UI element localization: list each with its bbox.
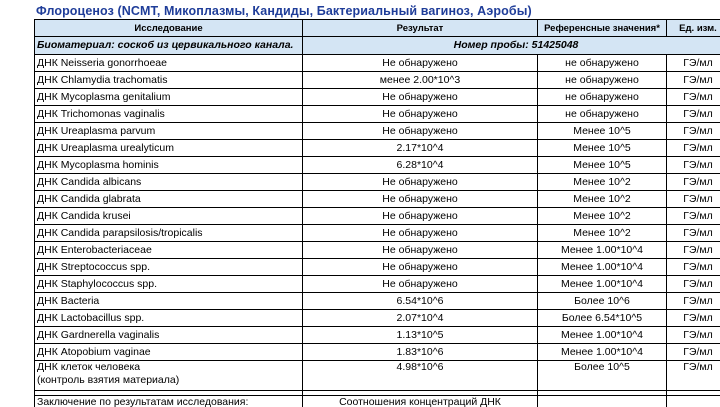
header-reference: Референсные значения* <box>538 20 667 37</box>
cell-result: менее 2.00*10^3 <box>303 72 538 89</box>
cell-test <box>35 361 303 391</box>
cell-result: Не обнаружено <box>303 208 538 225</box>
table-row <box>35 259 720 276</box>
cell-reference: Более 10^5 <box>538 361 667 391</box>
table-row <box>35 310 720 327</box>
cell-test: ДНК Gardnerella vaginalis <box>35 327 303 344</box>
cell-result: 6.28*10^4 <box>303 157 538 174</box>
header-result: Результат <box>303 20 538 37</box>
conclusion-text: Соотношения концентраций ДНК <box>303 396 538 407</box>
cell-result: Не обнаружено <box>303 55 538 72</box>
cell-test: ДНК Neisseria gonorrhoeae <box>35 55 303 72</box>
cell-test: ДНК Candida glabrata <box>35 191 303 208</box>
report-title: Флороценоз (NCMT, Микоплазмы, Кандиды, Бактериальный вагиноз, Аэробы) <box>36 4 532 18</box>
biomaterial-row <box>35 37 720 55</box>
cell-test: ДНК Lactobacillus spp. <box>35 310 303 327</box>
cell-unit: ГЭ/мл <box>667 157 720 174</box>
cell-test: ДНК Mycoplasma genitalium <box>35 89 303 106</box>
cell-test: ДНК Trichomonas vaginalis <box>35 106 303 123</box>
cell-result: Не обнаружено <box>303 106 538 123</box>
cell-unit: ГЭ/мл <box>667 72 720 89</box>
sample-number: Номер пробы: 51425048 <box>303 37 720 55</box>
cell-test: ДНК Ureaplasma parvum <box>35 123 303 140</box>
cell-reference: Менее 1.00*10^4 <box>538 242 667 259</box>
biomaterial-label: Биоматериал: соскоб из цервикального канала. <box>35 37 303 55</box>
table-row <box>35 140 720 157</box>
cell-unit: ГЭ/мл <box>667 344 720 361</box>
cell-reference: Менее 10^5 <box>538 140 667 157</box>
cell-unit: ГЭ/мл <box>667 106 720 123</box>
header-unit: Ед. изм. <box>667 20 720 37</box>
table-row <box>35 208 720 225</box>
cell-test: ДНК Atopobium vaginae <box>35 344 303 361</box>
cell-reference: не обнаружено <box>538 72 667 89</box>
cell-reference: не обнаружено <box>538 55 667 72</box>
cell-unit: ГЭ/мл <box>667 242 720 259</box>
cell-result: Не обнаружено <box>303 242 538 259</box>
table-header-row <box>35 20 720 37</box>
cell-unit: ГЭ/мл <box>667 191 720 208</box>
cell-result: Не обнаружено <box>303 89 538 106</box>
cell-test: ДНК Candida parapsilosis/tropicalis <box>35 225 303 242</box>
cell-reference: Менее 10^2 <box>538 191 667 208</box>
cell-reference: не обнаружено <box>538 106 667 123</box>
cell-reference: Менее 1.00*10^4 <box>538 344 667 361</box>
cell-reference: Менее 10^5 <box>538 123 667 140</box>
cell-result: 4.98*10^6 <box>303 361 538 391</box>
cell-unit: ГЭ/мл <box>667 259 720 276</box>
cell-result: 2.17*10^4 <box>303 140 538 157</box>
table-row <box>35 106 720 123</box>
cell-unit: ГЭ/мл <box>667 327 720 344</box>
cell-reference: Более 10^6 <box>538 293 667 310</box>
table-row <box>35 89 720 106</box>
cell-result: 2.07*10^4 <box>303 310 538 327</box>
header-test: Исследование <box>35 20 303 37</box>
cell-reference: Менее 10^2 <box>538 225 667 242</box>
cell-result: Не обнаружено <box>303 259 538 276</box>
cell-test: ДНК Candida albicans <box>35 174 303 191</box>
cell-reference: Менее 1.00*10^4 <box>538 259 667 276</box>
cell-result: Не обнаружено <box>303 174 538 191</box>
control-test-line1: ДНК клеток человека <box>37 361 141 373</box>
cell-reference: Менее 1.00*10^4 <box>538 276 667 293</box>
table-row <box>35 123 720 140</box>
cell-test: ДНК Bacteria <box>35 293 303 310</box>
cell-unit: ГЭ/мл <box>667 89 720 106</box>
conclusion-label: Заключение по результатам исследования: <box>35 396 303 407</box>
table-row <box>35 174 720 191</box>
cell-result: Не обнаружено <box>303 225 538 242</box>
cell-unit: ГЭ/мл <box>667 208 720 225</box>
cell-unit: ГЭ/мл <box>667 293 720 310</box>
cell-test: ДНК Mycoplasma hominis <box>35 157 303 174</box>
conclusion-row <box>35 396 720 407</box>
cell-unit: ГЭ/мл <box>667 55 720 72</box>
table-row <box>35 242 720 259</box>
cell-unit: ГЭ/мл <box>667 225 720 242</box>
cell-reference: Менее 10^5 <box>538 157 667 174</box>
table-row <box>35 72 720 89</box>
cell-unit: ГЭ/мл <box>667 276 720 293</box>
cell-test: ДНК Streptococcus spp. <box>35 259 303 276</box>
cell-result: Не обнаружено <box>303 191 538 208</box>
table-row <box>35 344 720 361</box>
cell-result: 1.13*10^5 <box>303 327 538 344</box>
conclusion-empty-cell <box>538 396 667 407</box>
cell-result: 6.54*10^6 <box>303 293 538 310</box>
cell-unit: ГЭ/мл <box>667 310 720 327</box>
cell-reference: не обнаружено <box>538 89 667 106</box>
cell-result: Не обнаружено <box>303 123 538 140</box>
results-table <box>34 19 720 407</box>
table-row <box>35 293 720 310</box>
cell-reference: Менее 10^2 <box>538 174 667 191</box>
cell-unit: ГЭ/мл <box>667 140 720 157</box>
table-row <box>35 55 720 72</box>
cell-unit: ГЭ/мл <box>667 174 720 191</box>
cell-test: ДНК Candida krusei <box>35 208 303 225</box>
cell-result: Не обнаружено <box>303 276 538 293</box>
control-row <box>35 361 720 391</box>
table-row <box>35 276 720 293</box>
cell-test: ДНК Enterobacteriaceae <box>35 242 303 259</box>
cell-reference: Более 6.54*10^5 <box>538 310 667 327</box>
cell-test: ДНК Ureaplasma urealyticum <box>35 140 303 157</box>
cell-test: ДНК Chlamydia trachomatis <box>35 72 303 89</box>
table-row <box>35 327 720 344</box>
conclusion-empty-cell <box>667 396 720 407</box>
cell-unit: ГЭ/мл <box>667 123 720 140</box>
cell-reference: Менее 10^2 <box>538 208 667 225</box>
cell-test: ДНК Staphylococcus spp. <box>35 276 303 293</box>
cell-unit: ГЭ/мл <box>667 361 720 391</box>
table-row <box>35 157 720 174</box>
control-test-line2: (контроль взятия материала) <box>37 374 180 386</box>
table-row <box>35 225 720 242</box>
cell-result: 1.83*10^6 <box>303 344 538 361</box>
table-row <box>35 191 720 208</box>
cell-reference: Менее 1.00*10^4 <box>538 327 667 344</box>
